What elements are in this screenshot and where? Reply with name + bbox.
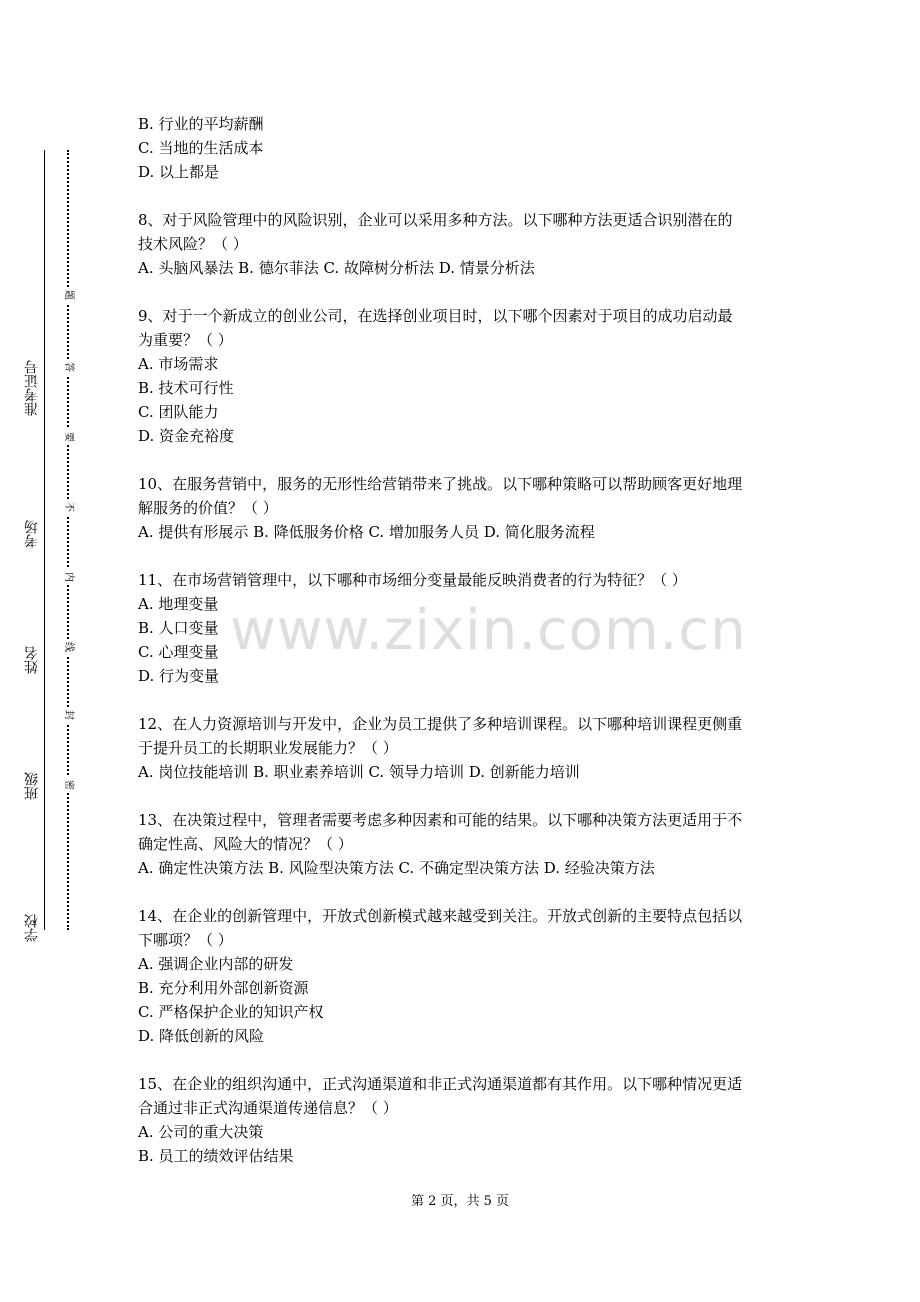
answer-option: D. 以上都是: [138, 163, 220, 181]
question-list: [138, 112, 788, 1168]
watermark: www.zixin.com.cn: [230, 598, 747, 663]
answer-option: A. 公司的重大决策: [138, 1123, 264, 1141]
answer-option: C. 心理变量: [138, 643, 219, 661]
answer-option: D. 降低创新的风险: [138, 1027, 265, 1045]
question-block: [138, 472, 788, 544]
answer-option: A. 岗位技能培训 B. 职业素养培训 C. 领导力培训 D. 创新能力培训: [138, 763, 580, 781]
question-stem-line: 12、在人力资源培训与开发中，企业为员工提供了多种培训课程。以下哪种培训课程更侧重: [138, 715, 743, 733]
question-block: [138, 1072, 788, 1168]
field-name: 姓名: [22, 614, 42, 674]
binding-margin: [0, 0, 120, 1302]
binding-solid-line: [44, 150, 45, 930]
answer-option: A. 强调企业内部的研发: [138, 955, 294, 973]
answer-option: B. 充分利用外部创新资源: [138, 979, 309, 997]
question-block: [138, 808, 788, 880]
seal-char: 线: [61, 639, 75, 655]
seal-char: 要: [61, 429, 75, 445]
answer-option: B. 员工的绩效评估结果: [138, 1147, 294, 1165]
seal-char: 不: [61, 499, 75, 515]
answer-option: D. 资金充裕度: [138, 427, 235, 445]
question-stem-line: 解服务的价值？（ ）: [138, 499, 278, 517]
question-stem-line: 合通过非正式沟通渠道传递信息？（ ）: [138, 1099, 398, 1117]
answer-option: B. 人口变量: [138, 619, 219, 637]
question-stem-line: 于提升员工的长期职业发展能力？（ ）: [138, 739, 398, 757]
answer-option: C. 严格保护企业的知识产权: [138, 1003, 324, 1021]
question-block: [138, 208, 788, 280]
question-stem-line: 10、在服务营销中，服务的无形性给营销带来了挑战。以下哪种策略可以帮助顾客更好地理: [138, 475, 743, 493]
seal-char: 答: [61, 359, 75, 375]
field-school: 学校: [22, 872, 42, 942]
field-admission-number: 准考证号: [22, 316, 42, 416]
answer-option: B. 技术可行性: [138, 379, 234, 397]
answer-option: C. 团队能力: [138, 403, 219, 421]
answer-option: A. 市场需求: [138, 355, 219, 373]
answer-option: A. 头脑风暴法 B. 德尔菲法 C. 故障树分析法 D. 情景分析法: [138, 259, 535, 277]
answer-option: A. 确定性决策方法 B. 风险型决策方法 C. 不确定型决策方法 D. 经验决策方法: [138, 859, 655, 877]
binding-dotted-line: [67, 150, 69, 930]
question-stem-line: 为重要？（ ）: [138, 331, 233, 349]
answer-option: A. 地理变量: [138, 595, 219, 613]
question-stem-line: 8、对于风险管理中的风险识别，企业可以采用多种方法。以下哪种方法更适合识别潜在的: [138, 211, 733, 229]
question-stem-line: 14、在企业的创新管理中，开放式创新模式越来越受到关注。开放式创新的主要特点包括以: [138, 907, 743, 925]
question-stem-line: 技术风险？（ ）: [138, 235, 248, 253]
answer-option: A. 提供有形展示 B. 降低服务价格 C. 增加服务人员 D. 简化服务流程: [138, 523, 595, 541]
question-stem-line: 13、在决策过程中，管理者需要考虑多种因素和可能的结果。以下哪种决策方法更适用于不: [138, 811, 743, 829]
question-block: [138, 568, 788, 688]
question-block: [138, 904, 788, 1048]
answer-option: B. 行业的平均薪酬: [138, 115, 264, 133]
seal-char: 密: [61, 777, 75, 793]
answer-option: D. 行为变量: [138, 667, 220, 685]
seal-char: 封: [61, 707, 75, 723]
seal-char: 内: [61, 569, 75, 585]
field-class: 班级: [22, 740, 42, 800]
question-stem-line: 9、对于一个新成立的创业公司，在选择创业项目时，以下哪个因素对于项目的成功启动最: [138, 307, 733, 325]
question-block: [138, 112, 788, 184]
question-block: [138, 304, 788, 448]
question-block: [138, 712, 788, 784]
field-exam-room: 考场: [22, 488, 42, 548]
question-stem-line: 11、在市场营销管理中，以下哪种市场细分变量最能反映消费者的行为特征？（ ）: [138, 571, 687, 589]
question-stem-line: 15、在企业的组织沟通中，正式沟通渠道和非正式沟通渠道都有其作用。以下哪种情况更适: [138, 1075, 743, 1093]
question-stem-line: 确定性高、风险大的情况？（ ）: [138, 835, 353, 853]
page-number: 第 2 页，共 5 页: [410, 1194, 510, 1209]
answer-option: C. 当地的生活成本: [138, 139, 264, 157]
seal-char: 题: [61, 287, 75, 303]
question-stem-line: 下哪项？（ ）: [138, 931, 233, 949]
